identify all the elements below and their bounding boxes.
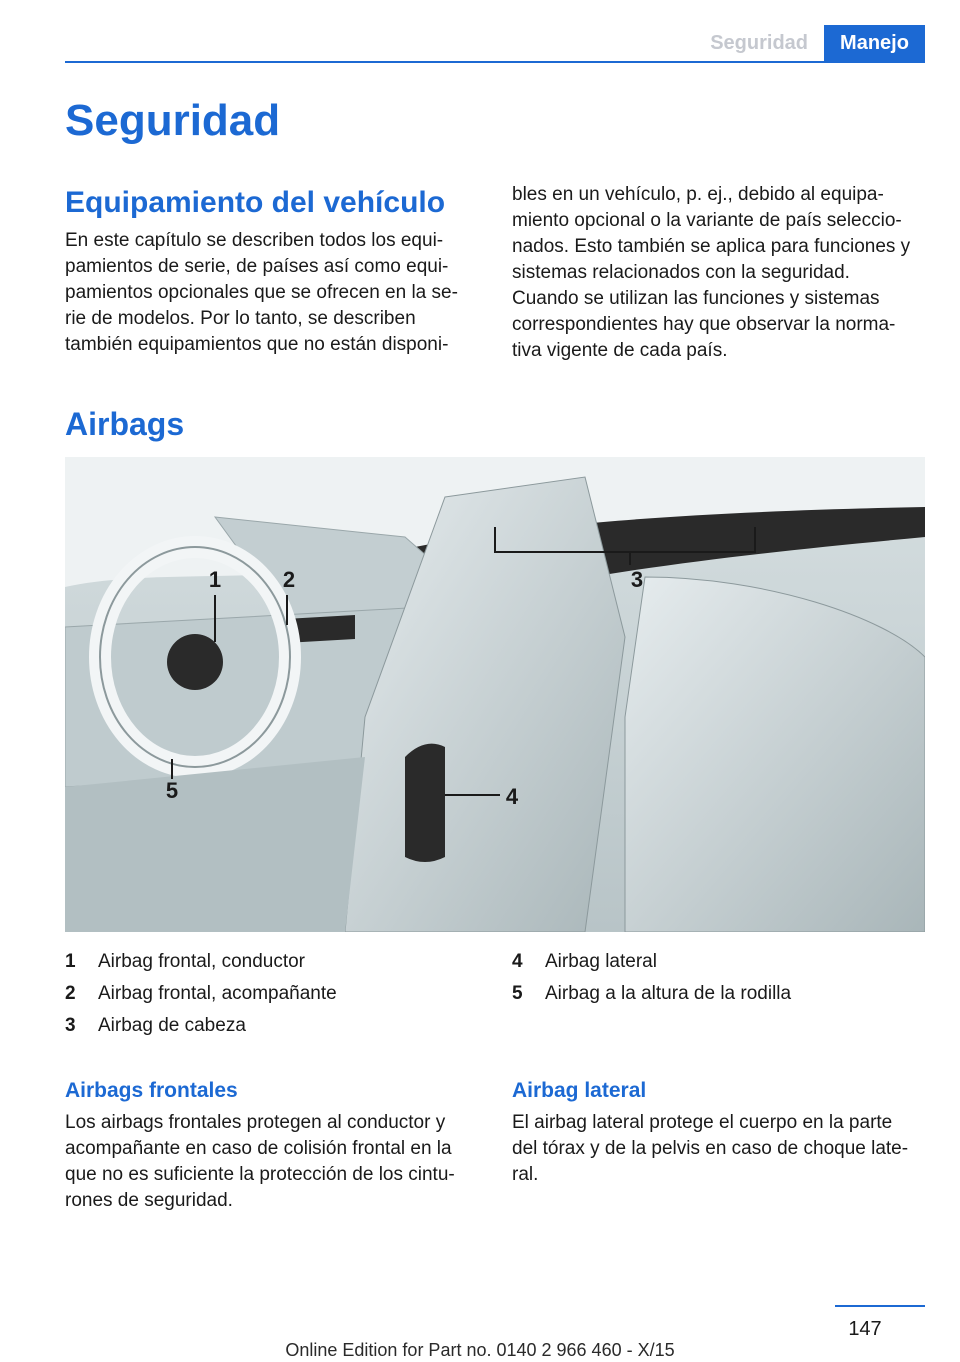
side-airbag-line: ral.: [512, 1164, 539, 1185]
tab-seguridad[interactable]: Seguridad: [710, 32, 808, 54]
callout-2: 2: [282, 567, 296, 592]
legend-item: [512, 978, 927, 1010]
equipment-line: rie de modelos. Por lo tanto, se describen: [65, 308, 416, 329]
page-title: Seguridad: [65, 96, 281, 145]
legend-item: [65, 978, 480, 1010]
footer-rule: [835, 1305, 925, 1307]
side-airbag-line: El airbag lateral protege el cuerpo en la parte: [512, 1112, 893, 1133]
equipment-line: sistemas relacionados con la seguridad.: [512, 262, 850, 283]
side-airbag-area: [405, 744, 445, 862]
legend-item: [65, 1010, 480, 1042]
legend-item: [65, 946, 480, 978]
legend-number: 3: [65, 1015, 76, 1036]
tab-manejo[interactable]: Manejo: [824, 25, 925, 61]
chapter-tabs: [694, 25, 925, 61]
legend-label: Airbag frontal, conductor: [98, 951, 306, 972]
header-rule: [65, 61, 925, 63]
legend-number: 2: [65, 983, 76, 1004]
side-airbag-line: del tórax y de la pelvis en caso de choque late-: [512, 1138, 909, 1159]
equipment-line: correspondientes hay que observar la norma-: [512, 314, 896, 335]
equipment-heading: Equipamiento del vehículo: [65, 186, 446, 219]
equipment-line: miento opcional o la variante de país seleccio-: [512, 210, 902, 231]
equipment-line: bles en un vehículo, p. ej., debido al equipa-: [512, 184, 884, 205]
front-airbags-heading: Airbags frontales: [65, 1079, 238, 1102]
floor: [65, 757, 365, 932]
equipment-line: pamientos de serie, de países así como equi-: [65, 256, 449, 277]
equipment-line: nados. Esto también se aplica para funciones y: [512, 236, 911, 257]
front-airbags-line: acompañante en caso de colisión frontal en la: [65, 1138, 452, 1159]
page-number: 147: [848, 1318, 882, 1340]
edition-note: Online Edition for Part no. 0140 2 966 460 - X/15: [285, 1340, 675, 1360]
callout-5: 5: [165, 778, 179, 803]
legend-number: 5: [512, 983, 523, 1004]
equipment-line: también equipamientos que no están disponi-: [65, 334, 449, 355]
callout-3: 3: [630, 567, 644, 592]
airbags-heading: Airbags: [65, 406, 185, 442]
legend-left: [65, 946, 480, 1042]
car-interior-drawing: [65, 457, 925, 932]
legend-number: 4: [512, 951, 523, 972]
equipment-column-right: [512, 182, 927, 364]
legend-label: Airbag lateral: [545, 951, 657, 972]
legend-label: Airbag frontal, acompañante: [98, 983, 337, 1004]
callout-1: 1: [208, 567, 222, 592]
front-airbags-line: que no es suficiente la protección de los cintu-: [65, 1164, 455, 1185]
equipment-line: En este capítulo se describen todos los equi-: [65, 230, 444, 251]
callout-4: 4: [505, 784, 519, 809]
equipment-line: Cuando se utilizan las funciones y sistemas: [512, 288, 880, 309]
side-airbag-heading: Airbag lateral: [512, 1079, 647, 1102]
front-airbags-line: Los airbags frontales protegen al conductor y: [65, 1112, 446, 1133]
equipment-column-left: [65, 186, 480, 358]
front-airbags-section: [65, 1078, 480, 1214]
legend-right: [512, 946, 927, 1010]
legend-label: Airbag a la altura de la rodilla: [545, 983, 792, 1004]
legend-item: [512, 946, 927, 978]
airbag-locations-illustration: [65, 457, 925, 932]
driver-airbag-hub: [167, 634, 223, 690]
equipment-line: pamientos opcionales que se ofrecen en la se-: [65, 282, 458, 303]
legend-label: Airbag de cabeza: [98, 1015, 246, 1036]
equipment-line: tiva vigente de cada país.: [512, 340, 728, 361]
front-airbags-line: rones de seguridad.: [65, 1190, 233, 1211]
legend-number: 1: [65, 951, 76, 972]
rear-seat: [625, 577, 925, 932]
side-airbag-section: [512, 1078, 927, 1188]
